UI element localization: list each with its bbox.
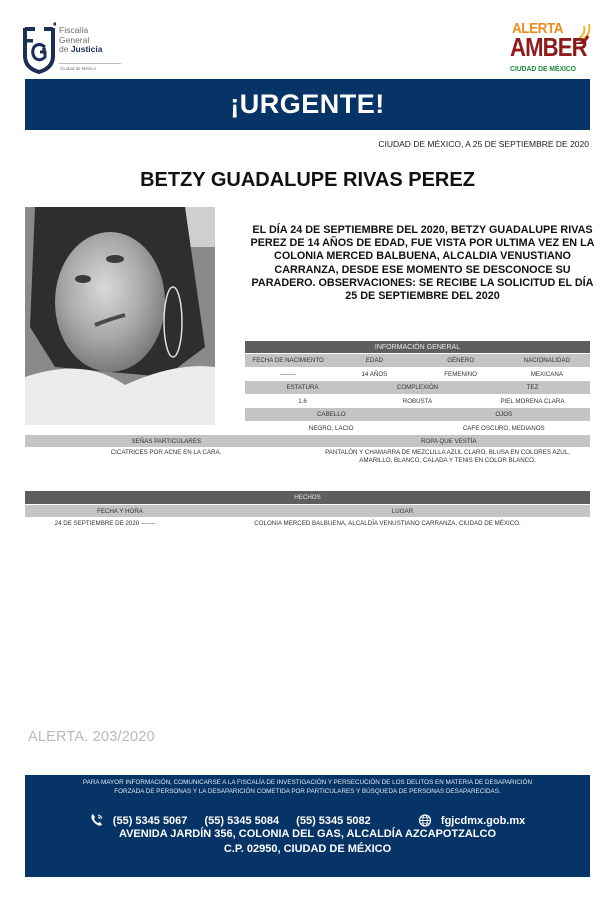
value-ojos: CAFE OSCURO, MEDIANOS xyxy=(462,424,545,432)
value-complexion: ROBUSTA xyxy=(402,397,433,405)
value-lugar: COLONIA MERCED BALBUENA, ALCALDÍA VENUSTIANO CARRANZA, CIUDAD DE MÉXICO. xyxy=(254,520,521,527)
fgj-logo-divider xyxy=(59,63,121,64)
value-nacionalidad: MEXICANA xyxy=(530,370,564,378)
general-info-header-row-2 xyxy=(245,381,590,394)
value-senas-particulares: CICATRICES POR ACNE EN LA CARA. xyxy=(110,449,222,456)
value-cabello: NEGRO, LACIO xyxy=(308,424,354,432)
ropa-line-1: PANTALÓN Y CHAMARRA DE MEZCLILLA AZUL CLARO, BLUSA EN COLORES AZUL, xyxy=(325,449,570,456)
fgj-logo xyxy=(22,22,132,74)
footer-note xyxy=(25,779,590,796)
general-info-value-row-2 xyxy=(245,395,590,407)
footer-note-line-2: FORZADA DE PERSONAS Y LA DESAPARICIÓN COMETIDA POR PARTICULARES Y BÚSQUEDA DE PERSONAS DESAPARECIDAS. xyxy=(114,787,501,795)
header-estatura: ESTATURA xyxy=(286,384,319,391)
phone-number-1[interactable]: (55) 5345 5067 xyxy=(112,815,188,828)
hechos-header-row xyxy=(25,505,590,517)
person-photo xyxy=(25,207,215,425)
contact-footer xyxy=(25,775,590,877)
amber-logo-amber: AMBER xyxy=(510,32,587,62)
value-ropa-que-vestia xyxy=(300,449,595,465)
alerta-amber-logo xyxy=(506,18,596,76)
header-senas-particulares: SEÑAS PARTICULARES xyxy=(131,437,202,445)
general-info-value-row-1 xyxy=(245,368,590,380)
fgj-logo-line3-strong: Justicia xyxy=(70,44,103,54)
header-lugar: LUGAR xyxy=(391,507,414,515)
value-tez: PIEL MORENA CLARA xyxy=(500,397,565,405)
person-photo-image xyxy=(25,207,215,425)
header-complexion: COMPLEXIÓN xyxy=(396,384,439,391)
header-tez: TEZ xyxy=(526,384,539,391)
fgj-logo-city: Ciudad de México xyxy=(60,66,97,71)
hechos-title: HECHOS xyxy=(294,494,321,501)
general-info-header-row-3 xyxy=(245,408,590,421)
website-link[interactable]: fgjcdmx.gob.mx xyxy=(440,815,526,828)
hechos-value-row xyxy=(25,518,590,529)
address-line-2: C.P. 02950, CIUDAD DE MÉXICO xyxy=(223,843,392,855)
header-edad: EDAD xyxy=(365,357,383,364)
alert-folio: ALERTA. 203/2020 xyxy=(28,729,155,745)
hechos-title-row xyxy=(25,491,590,504)
phone-number-3[interactable]: (55) 5345 5082 xyxy=(296,815,371,828)
header-fecha-nacimiento: FECHA DE NACIMIENTO xyxy=(252,357,324,364)
particulars-header-row xyxy=(25,435,590,447)
header-cabello: CABELLO xyxy=(316,411,346,418)
ropa-line-2: AMARILLO, BLANCO, CALADA Y TENIS EN COLOR BLANCO. xyxy=(359,457,536,464)
general-info-title-row xyxy=(245,341,590,353)
fgj-logo-text xyxy=(59,26,102,55)
amber-logo-alerta: ALERTA xyxy=(512,20,564,37)
fgj-shield-icon xyxy=(22,22,56,74)
value-fecha-nacimiento: -------- xyxy=(279,370,297,378)
general-info-value-row-3 xyxy=(245,422,590,434)
header-fecha-hora: FECHA Y HORA xyxy=(97,507,143,515)
general-info-title: INFORMACIÓN GENERAL xyxy=(374,343,461,351)
address-line-1: AVENIDA JARDÍN 356, COLONIA DEL GAS, ALCALDÍA AZCAPOTZALCO xyxy=(118,828,497,840)
value-genero: FEMENINO xyxy=(444,370,477,378)
header-nacionalidad: NACIONALIDAD xyxy=(523,357,571,364)
amber-logo-city: CIUDAD DE MÉXICO xyxy=(510,64,577,73)
urgent-title: ¡URGENTE! xyxy=(230,89,385,119)
header-genero: GÉNERO xyxy=(447,357,475,364)
value-estatura: 1.6 xyxy=(298,397,307,405)
urgent-banner xyxy=(25,79,590,130)
fgj-logo-line1: Fiscalía xyxy=(59,25,89,35)
issue-date: CIUDAD DE MÉXICO, A 25 DE SEPTIEMBRE DE 2020 xyxy=(378,139,589,149)
person-name: BETZY GUADALUPE RIVAS PEREZ xyxy=(140,169,475,191)
value-fecha-hora: 24 DE SEPTIEMBRE DE 2020 ------- xyxy=(54,520,156,527)
general-info-header-row-1 xyxy=(245,354,590,367)
header-ropa-que-vestia: ROPA QUE VESTÍA xyxy=(420,437,477,445)
footer-note-line-1: PARA MAYOR INFORMACIÓN, COMUNICARSE A LA FISCALÍA DE INVESTIGACIÓN Y PERSECUCIÓN DE LOS DELITOS EN MATERIA DE DESAPARICIÓN xyxy=(82,779,533,786)
phone-number-2[interactable]: (55) 5345 5084 xyxy=(204,815,280,828)
fgj-logo-line2: General xyxy=(59,34,90,45)
case-description: EL DÍA 24 DE SEPTIEMBRE DEL 2020, BETZY GUADALUPE RIVAS PEREZ DE 14 AÑOS DE EDAD, FUE VISTA POR ULTIMA VEZ EN LA COLONIA MERCED BALBUENA, ALCALDIA VENUSTIANO CARRANZA, DESDE ESE MOMENTO SE DESCONOCE SU PARADERO. OBSERVACIONES: SE RECIBE LA SOLICITUD EL DÍA 25 DE SEPTIEMBRE DEL 2020 xyxy=(250,224,595,303)
header-ojos: OJOS xyxy=(495,411,513,418)
fgj-logo-line3-prefix: de xyxy=(59,44,71,54)
value-edad: 14 AÑOS xyxy=(361,370,388,378)
